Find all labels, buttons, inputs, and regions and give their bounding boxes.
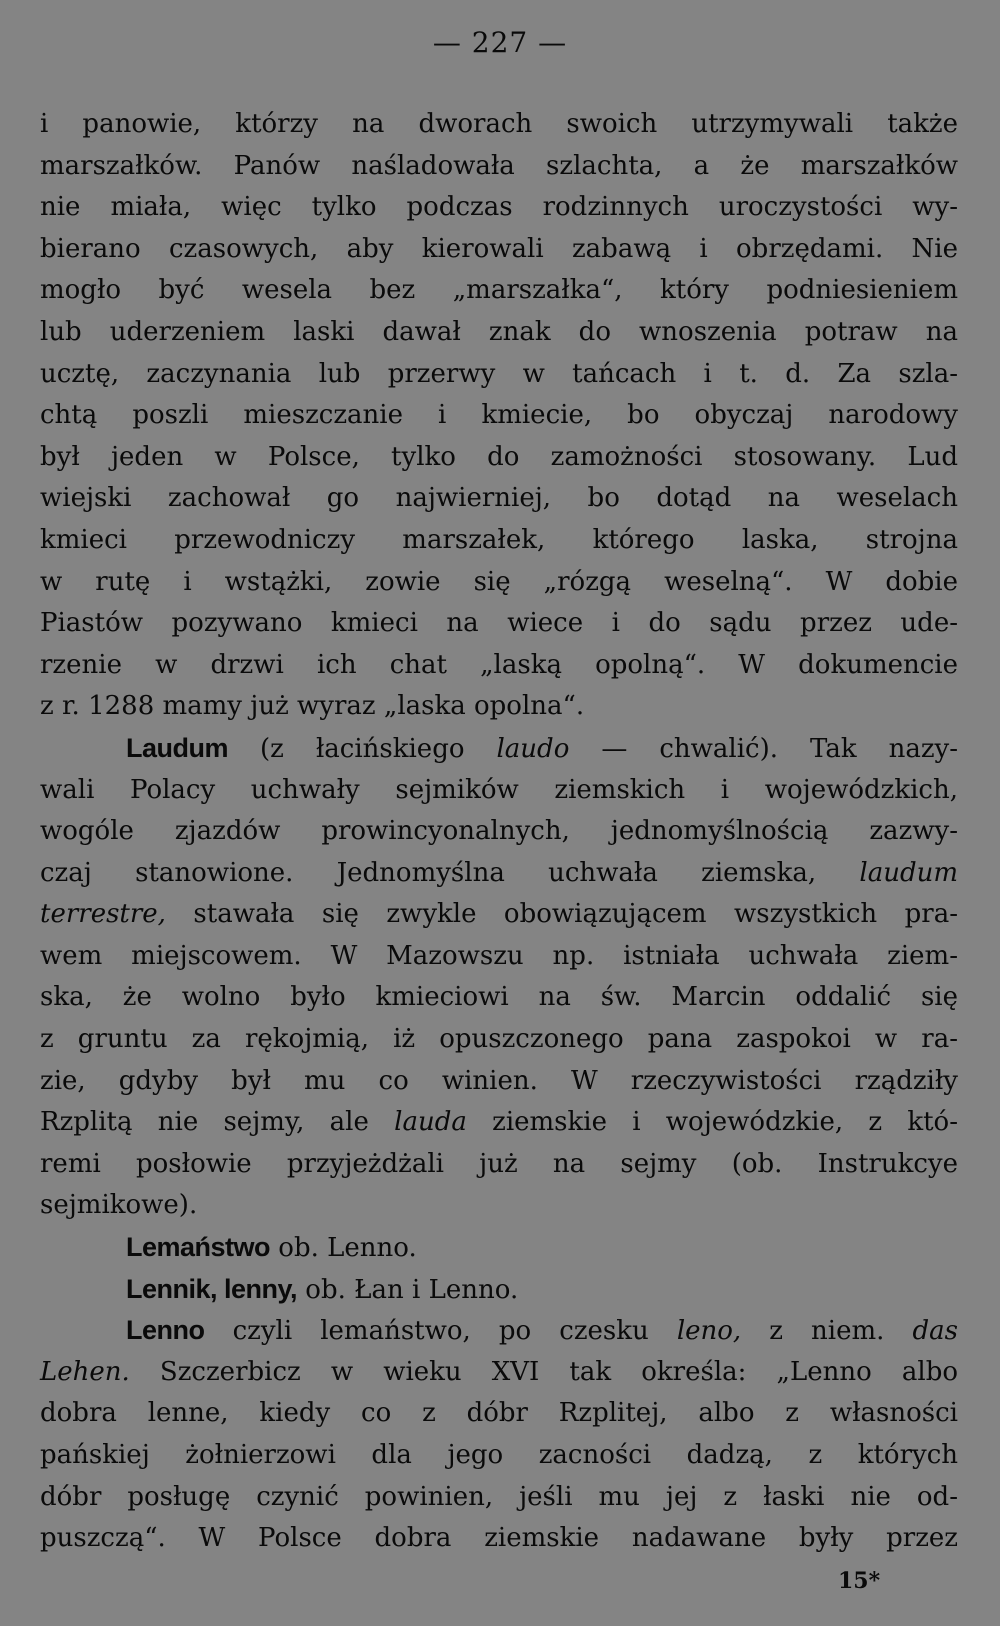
- text-span: z r. 1288 mamy już wyraz „laska opolna“.: [40, 691, 585, 722]
- text-line: [40, 1102, 958, 1144]
- text-line: [40, 1435, 958, 1477]
- text-line: [40, 1352, 958, 1394]
- text-span: chtą poszli mieszczanie i kmiecie, bo obyczaj narodowy: [40, 400, 958, 431]
- text-span: zie, gdyby był mu co winien. W rzeczywistości rządziły: [40, 1065, 958, 1096]
- text-span: wem miejscowem. W Mazowszu np. istniała uchwała ziem-: [40, 940, 958, 971]
- text-line: [40, 354, 958, 396]
- text-span: kmieci przewodniczy marszałek, którego laska, strojna: [40, 524, 958, 555]
- text-span: ob. Lenno.: [270, 1233, 417, 1264]
- text-span: Szczerbicz w wieku XVI tak określa: „Lenno albo: [129, 1356, 958, 1387]
- text-span: był jeden w Polsce, tylko do zamożności stosowany. Lud: [40, 441, 958, 472]
- text-line: [40, 229, 958, 271]
- text-line: [40, 894, 958, 936]
- text-line: [40, 187, 958, 229]
- text-line: [40, 1144, 958, 1186]
- text-line: [40, 936, 958, 978]
- text-span: bierano czasowych, aby kierowali zabawą i obrzędami. Nie: [40, 233, 958, 264]
- text-line: [40, 270, 958, 312]
- text-span: wogóle zjazdów prowincyonalnych, jednomyślnością zazwy-: [40, 816, 958, 847]
- text-line: [40, 1477, 958, 1519]
- text-line: [40, 562, 958, 604]
- text-line: [40, 1269, 958, 1311]
- text-line: [40, 1019, 958, 1061]
- italic-text: lauda: [394, 1107, 467, 1138]
- italic-text: Lehen.: [40, 1356, 130, 1387]
- text-span: — chwalić). Tak nazy-: [569, 733, 958, 764]
- italic-text: terrestre,: [40, 899, 166, 930]
- italic-text: leno,: [676, 1316, 742, 1347]
- text-line: [40, 1061, 958, 1103]
- text-line: [40, 603, 958, 645]
- text-span: czyli lemaństwo, po czesku: [204, 1316, 677, 1347]
- text-span: ska, że wolno było kmieciowi na św. Marcin oddalić się: [40, 982, 958, 1013]
- text-span: dóbr posługę czynić powinien, jeśli mu jej z łaski nie od-: [40, 1481, 958, 1512]
- entry-term: Laudum: [126, 732, 228, 763]
- text-span: ucztę, zaczynania lub przerwy w tańcach i t. d. Za szla-: [40, 358, 958, 389]
- text-span: puszczą“. W Polsce dobra ziemskie nadawane były przez: [40, 1523, 958, 1554]
- text-span: stawała się zwykle obowiązującem wszystkich pra-: [165, 899, 958, 930]
- text-line: [40, 853, 958, 895]
- text-span: marszałków. Panów naśladowała szlachta, a że marszałków: [40, 150, 958, 181]
- text-span: wiejski zachował go najwierniej, bo dotąd na weselach: [40, 483, 958, 514]
- text-span: remi posłowie przyjeżdżali już na sejmy (ob. Instrukcye: [40, 1148, 958, 1179]
- italic-text: laudo: [496, 733, 570, 764]
- text-line: [40, 977, 958, 1019]
- text-span: ziemskie i wojewódzkie, z któ-: [466, 1107, 958, 1138]
- entry-term: Lemaństwo: [126, 1232, 271, 1263]
- printer-signature: 15*: [838, 1568, 881, 1594]
- text-line: [40, 520, 958, 562]
- text-span: i panowie, którzy na dworach swoich utrzymywali także: [40, 109, 958, 139]
- text-line: [40, 1518, 958, 1560]
- text-span: ob. Łan i Lenno.: [297, 1274, 519, 1305]
- text-span: z niem.: [741, 1316, 913, 1347]
- text-line: [40, 811, 958, 853]
- text-span: wali Polacy uchwały sejmików ziemskich i wojewódzkich,: [40, 774, 958, 805]
- text-span: pańskiej żołnierzowi dla jego zacności dadzą, z których: [40, 1440, 958, 1470]
- text-span: sejmikowe).: [40, 1190, 198, 1221]
- page-body: [40, 104, 958, 1560]
- entry-term: Lenno: [126, 1315, 205, 1346]
- entry-term: Lennik, lenny,: [126, 1273, 298, 1304]
- text-line: [40, 686, 958, 728]
- text-line: [40, 104, 958, 146]
- text-span: Rzplitą nie sejmy, ale: [40, 1107, 395, 1138]
- text-span: dobra lenne, kiedy co z dóbr Rzplitej, albo z własności: [40, 1398, 958, 1429]
- text-span: mogło być wesela bez „marszałka“, który podniesieniem: [40, 275, 958, 306]
- page-number: — 227 —: [432, 26, 568, 59]
- text-line: [40, 395, 958, 437]
- text-line: [40, 645, 958, 687]
- italic-text: laudum: [859, 857, 958, 888]
- text-span: z gruntu za rękojmią, iż opuszczonego pana zaspokoi w ra-: [40, 1024, 958, 1055]
- text-line: [40, 1227, 958, 1269]
- text-span: rzenie w drzwi ich chat „laską opolną“. W dokumencie: [40, 649, 958, 680]
- text-line: [40, 437, 958, 479]
- text-line: [40, 312, 958, 354]
- text-span: nie miała, więc tylko podczas rodzinnych uroczystości wy-: [40, 192, 958, 223]
- text-line: [40, 770, 958, 812]
- text-line: [40, 1393, 958, 1435]
- text-span: Piastów pozywano kmieci na wiece i do sądu przez ude-: [40, 608, 958, 639]
- italic-text: das: [912, 1316, 958, 1347]
- text-span: w rutę i wstążki, zowie się „rózgą weselną“. W dobie: [40, 566, 958, 597]
- text-line: [40, 1310, 958, 1352]
- text-line: [40, 728, 958, 770]
- text-span: lub uderzeniem laski dawał znak do wnoszenia potraw na: [40, 316, 958, 347]
- text-line: [40, 478, 958, 520]
- text-line: [40, 146, 958, 188]
- text-line: [40, 1185, 958, 1227]
- text-span: czaj stanowione. Jednomyślna uchwała ziemska,: [40, 857, 860, 888]
- text-span: (z łacińskiego: [228, 733, 497, 764]
